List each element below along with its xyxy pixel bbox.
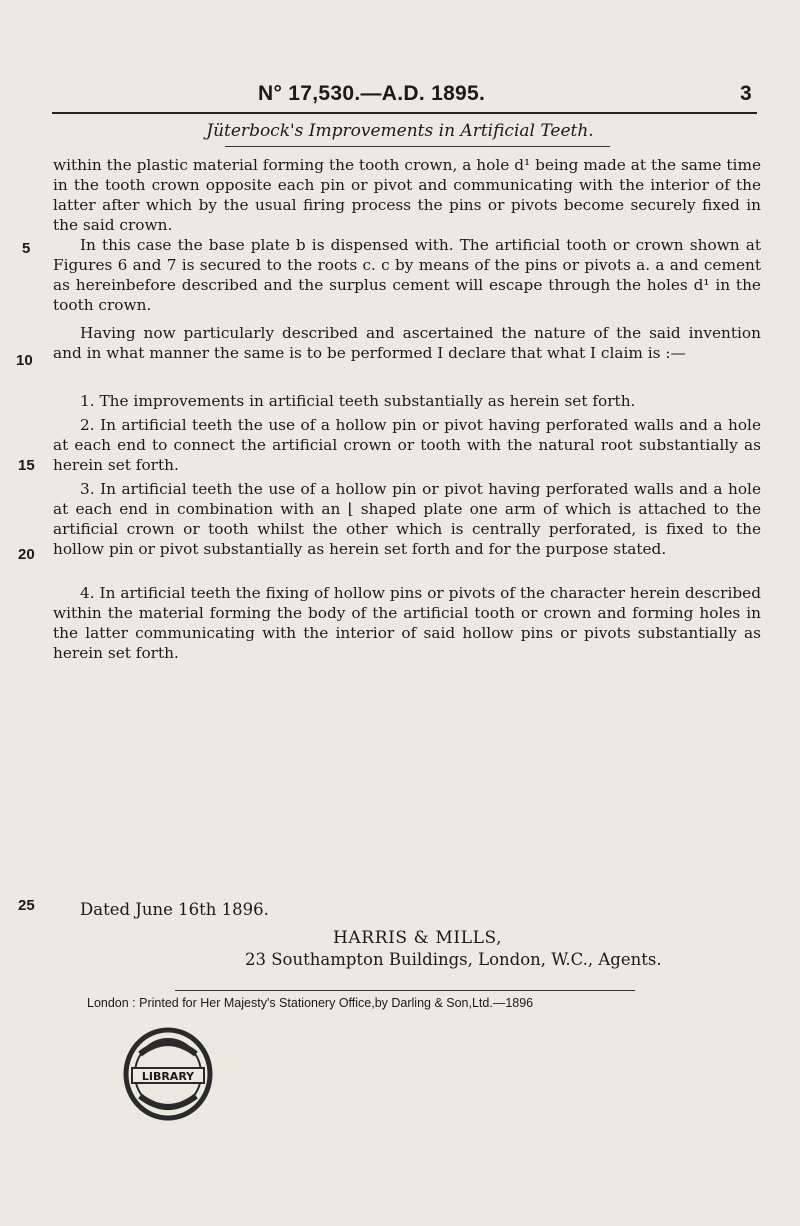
imprint-rule <box>175 990 635 991</box>
claim-1 <box>53 391 761 411</box>
date-line: Dated June 16th 1896. <box>80 900 269 919</box>
printer-imprint: London : Printed for Her Majesty's Stationery Office,by Darling & Son,Ltd.—1896 <box>87 996 534 1010</box>
paragraph-2 <box>53 235 761 315</box>
claim-1-text: 1. The improvements in artificial teeth substantially as herein set forth. <box>80 392 636 410</box>
paragraph-1-text: within the plastic material forming the tooth crown, a hole d¹ being made at the same time in the tooth crown opposite each pin or pivot and communicating with the interior of the latter after which by the usual firing process the pins or pivots become securely fixed in the said crown. <box>53 156 761 234</box>
claim-3-text: 3. In artificial teeth the use of a hollow pin or pivot having perforated walls and a hole at each end in combination with an ⌊ shaped plate one arm of which is attached to the artificial crown or tooth whilst the other which is centrally perforated, is fixed to the hollow pin or pivot substantially as herein set forth and for the purpose stated. <box>53 480 761 558</box>
header-rule <box>52 112 757 114</box>
stamp-label: LIBRARY <box>141 1070 195 1083</box>
line-number-15: 15 <box>18 457 35 474</box>
claim-2-text: 2. In artificial teeth the use of a hollow pin or pivot having perforated walls and a hole at each end to connect the artificial crown or tooth with the natural root substantially as herein set forth. <box>53 416 761 474</box>
line-number-5: 5 <box>22 240 31 257</box>
line-number-10: 10 <box>16 352 33 369</box>
agent-name: HARRIS & MILLS, <box>333 928 503 948</box>
line-number-25: 25 <box>18 897 35 914</box>
claim-4-text: 4. In artificial teeth the fixing of hollow pins or pivots of the character herein described within the material forming the body of the artificial tooth or crown and forming holes in the latter communicating with the interior of said hollow pins or pivots substantially as herein set forth. <box>53 584 761 662</box>
library-stamp <box>118 1024 218 1124</box>
claim-3 <box>53 479 761 559</box>
title-rule <box>225 146 610 147</box>
claim-4 <box>53 583 761 663</box>
patent-number: N° 17,530.—A.D. 1895. <box>258 82 486 105</box>
page-number: 3 <box>740 82 752 105</box>
page-header <box>0 82 800 110</box>
paragraph-2-text: In this case the base plate b is dispensed with. The artificial tooth or crown shown at Figures 6 and 7 is secured to the roots c. c by means of the pins or pivots a. a and cement as hereinbefore described and the surplus cement will escape through the holes d¹ in the tooth crown. <box>53 236 761 314</box>
agent-address: 23 Southampton Buildings, London, W.C., Agents. <box>245 950 662 969</box>
paragraph-3-text: Having now particularly described and ascertained the nature of the said invention and in what manner the same is to be performed I declare that what I claim is :— <box>53 324 761 362</box>
paragraph-3 <box>53 323 761 363</box>
paragraph-1 <box>53 155 761 235</box>
running-title: Jüterbock's Improvements in Artificial Teeth. <box>206 121 594 141</box>
claim-2 <box>53 415 761 475</box>
line-number-20: 20 <box>18 546 35 563</box>
